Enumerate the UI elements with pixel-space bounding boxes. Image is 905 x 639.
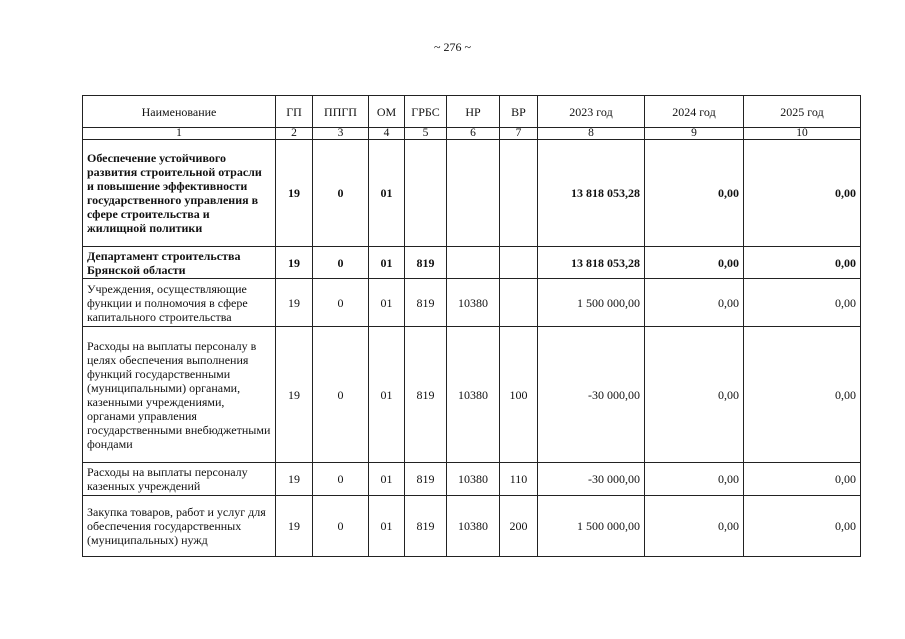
row-gp: 19 (276, 247, 313, 279)
header-nr: НР (447, 96, 500, 128)
row-nr: 10380 (447, 463, 500, 496)
row-ppgp: 0 (313, 279, 369, 327)
row-gp: 19 (276, 140, 313, 247)
row-vr (500, 140, 538, 247)
row-2023: 13 818 053,28 (538, 247, 645, 279)
row-vr (500, 279, 538, 327)
table-row (83, 496, 861, 557)
row-ppgp: 0 (313, 247, 369, 279)
row-grbs: 819 (405, 247, 447, 279)
row-grbs: 819 (405, 463, 447, 496)
column-number: 5 (405, 128, 447, 140)
row-vr: 110 (500, 463, 538, 496)
row-name: Закупка товаров, работ и услуг для обеспечения государственных (муниципальных) нужд (83, 496, 276, 557)
row-2024: 0,00 (645, 247, 744, 279)
header-row (83, 96, 861, 128)
row-ppgp: 0 (313, 327, 369, 463)
row-2024: 0,00 (645, 140, 744, 247)
row-name: Учреждения, осуществляющие функции и полномочия в сфере капитального строительства (83, 279, 276, 327)
table-row (83, 140, 861, 247)
row-vr (500, 247, 538, 279)
column-number: 9 (645, 128, 744, 140)
header-gp: ГП (276, 96, 313, 128)
column-number: 3 (313, 128, 369, 140)
header-om: ОМ (369, 96, 405, 128)
header-2025: 2025 год (744, 96, 861, 128)
column-number: 7 (500, 128, 538, 140)
header-vr: ВР (500, 96, 538, 128)
row-2025: 0,00 (744, 279, 861, 327)
row-name: Расходы на выплаты персоналу казенных учреждений (83, 463, 276, 496)
row-vr: 100 (500, 327, 538, 463)
row-2023: -30 000,00 (538, 327, 645, 463)
row-grbs (405, 140, 447, 247)
header-grbs: ГРБС (405, 96, 447, 128)
table-row (83, 327, 861, 463)
row-om: 01 (369, 279, 405, 327)
row-2024: 0,00 (645, 463, 744, 496)
row-grbs: 819 (405, 279, 447, 327)
row-grbs: 819 (405, 496, 447, 557)
column-number: 4 (369, 128, 405, 140)
budget-table (82, 95, 861, 557)
row-2025: 0,00 (744, 496, 861, 557)
row-nr: 10380 (447, 496, 500, 557)
header-ppgp: ППГП (313, 96, 369, 128)
row-2023: 1 500 000,00 (538, 279, 645, 327)
row-2024: 0,00 (645, 327, 744, 463)
row-ppgp: 0 (313, 463, 369, 496)
row-2025: 0,00 (744, 463, 861, 496)
header-2023: 2023 год (538, 96, 645, 128)
column-number: 6 (447, 128, 500, 140)
page-number: ~ 276 ~ (434, 40, 471, 54)
header-name: Наименование (83, 96, 276, 128)
column-number: 1 (83, 128, 276, 140)
row-name: Расходы на выплаты персоналу в целях обеспечения выполнения функций государственными (муниципальными) органами, казенными учреждениями, органами управления государственными внебюджетными фондами (83, 327, 276, 463)
row-om: 01 (369, 247, 405, 279)
table-row (83, 247, 861, 279)
row-2025: 0,00 (744, 327, 861, 463)
row-name: Обеспечение устойчивого развития строительной отрасли и повышение эффективности государственного управления в сфере строительства и жилищной политики (83, 140, 276, 247)
row-name: Департамент строительства Брянской области (83, 247, 276, 279)
row-2025: 0,00 (744, 247, 861, 279)
table-row (83, 463, 861, 496)
header-2024: 2024 год (645, 96, 744, 128)
column-number-row (83, 128, 861, 140)
row-om: 01 (369, 496, 405, 557)
column-number: 8 (538, 128, 645, 140)
row-vr: 200 (500, 496, 538, 557)
row-gp: 19 (276, 496, 313, 557)
row-nr (447, 247, 500, 279)
row-ppgp: 0 (313, 496, 369, 557)
row-nr (447, 140, 500, 247)
row-nr: 10380 (447, 327, 500, 463)
row-2024: 0,00 (645, 496, 744, 557)
row-2025: 0,00 (744, 140, 861, 247)
row-gp: 19 (276, 463, 313, 496)
row-om: 01 (369, 327, 405, 463)
row-nr: 10380 (447, 279, 500, 327)
row-2023: 1 500 000,00 (538, 496, 645, 557)
row-2024: 0,00 (645, 279, 744, 327)
row-gp: 19 (276, 327, 313, 463)
row-2023: 13 818 053,28 (538, 140, 645, 247)
table-row (83, 279, 861, 327)
row-om: 01 (369, 463, 405, 496)
row-om: 01 (369, 140, 405, 247)
row-2023: -30 000,00 (538, 463, 645, 496)
row-ppgp: 0 (313, 140, 369, 247)
column-number: 10 (744, 128, 861, 140)
column-number: 2 (276, 128, 313, 140)
row-grbs: 819 (405, 327, 447, 463)
row-gp: 19 (276, 279, 313, 327)
